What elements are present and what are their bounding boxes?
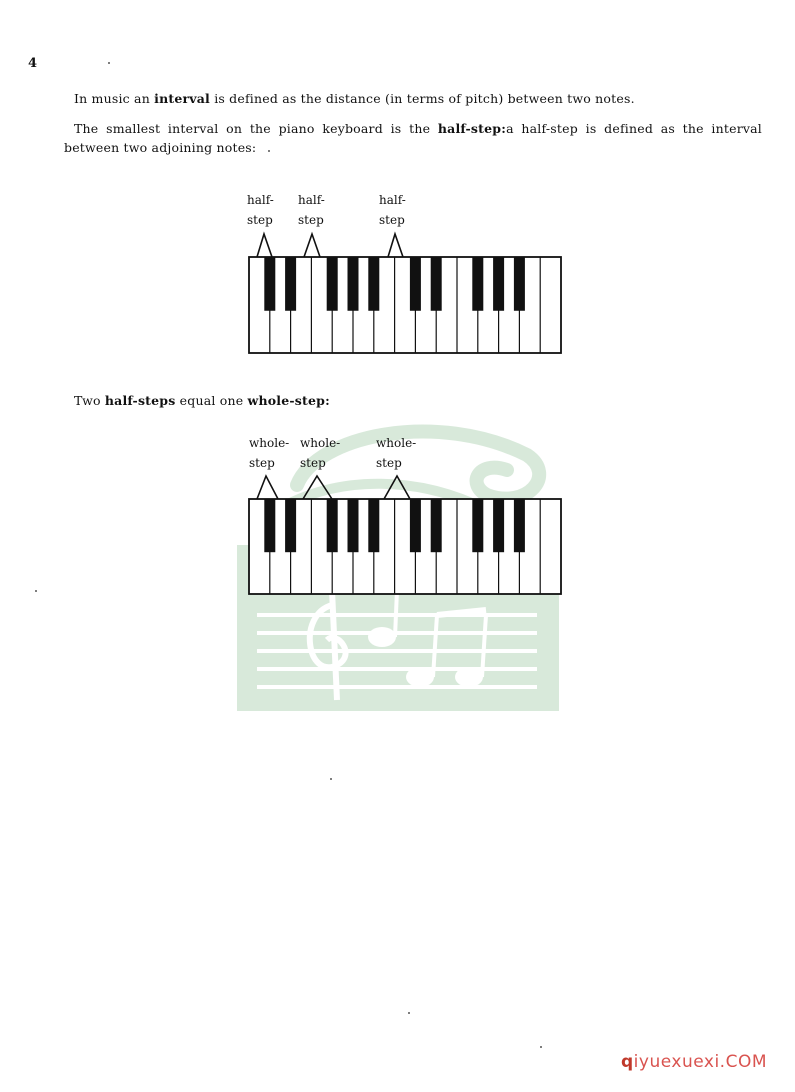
keyboard-drawing — [246, 190, 564, 358]
site-watermark-prefix: q — [621, 1052, 634, 1072]
black-key — [410, 499, 421, 552]
text: The smallest interval on the piano keyboard is the — [74, 121, 438, 136]
black-key — [493, 499, 504, 552]
label-line: half- — [247, 193, 274, 207]
black-key — [368, 499, 379, 552]
caret-marker — [304, 234, 320, 257]
term-half-step: half-step: — [437, 121, 507, 136]
black-key — [431, 257, 442, 311]
page-number: 4 — [28, 56, 38, 71]
caret-marker — [303, 476, 332, 499]
text: a half-step is defined as the interval — [506, 121, 762, 136]
black-key — [285, 499, 296, 552]
caret-marker — [384, 476, 410, 499]
scan-speck — [268, 150, 270, 152]
black-key — [285, 257, 296, 311]
label-line: step — [298, 213, 324, 227]
label-line: step — [376, 456, 402, 470]
scan-speck — [330, 778, 332, 780]
black-key — [472, 257, 483, 311]
site-watermark-rest: iyuexuexi.COM — [633, 1052, 767, 1072]
black-key — [493, 257, 504, 311]
text: equal one — [175, 393, 248, 408]
paragraph-half-step-definition — [64, 119, 762, 157]
black-key — [264, 499, 275, 552]
paragraph-line-2: between two adjoining notes: — [64, 140, 257, 155]
black-key — [327, 499, 338, 552]
piano-keys — [249, 257, 561, 353]
black-key — [327, 257, 338, 311]
caret-marker — [257, 234, 272, 257]
scan-speck — [35, 590, 37, 592]
black-key — [472, 499, 483, 552]
black-key — [348, 257, 359, 311]
label-line: whole- — [300, 436, 341, 450]
label-line: step — [247, 213, 273, 227]
paragraph-whole-step — [74, 391, 474, 410]
label-line: whole- — [376, 436, 417, 450]
site-watermark-text — [621, 1052, 767, 1072]
black-key — [368, 257, 379, 311]
black-key — [348, 499, 359, 552]
term-half-steps: half-steps — [104, 393, 176, 408]
caret-marker — [388, 234, 403, 257]
scan-speck — [408, 1012, 410, 1014]
piano-keys — [249, 499, 561, 594]
text: Two — [74, 393, 105, 408]
label-line: half- — [379, 193, 406, 207]
text: In music an — [74, 91, 155, 106]
label-line: step — [249, 456, 275, 470]
black-key — [410, 257, 421, 311]
paragraph-line-1 — [64, 119, 762, 138]
term-interval: interval — [154, 91, 211, 106]
caret-marker — [257, 476, 278, 499]
keyboard-whole-steps-figure — [246, 433, 564, 598]
keyboard-half-steps-figure — [246, 190, 564, 358]
paragraph-interval-definition — [74, 89, 754, 108]
term-whole-step: whole-step: — [247, 393, 330, 408]
black-key — [431, 499, 442, 552]
keyboard-drawing — [246, 433, 564, 598]
black-key — [264, 257, 275, 311]
label-line: whole- — [249, 436, 290, 450]
scan-speck — [540, 1046, 542, 1048]
label-line: step — [379, 213, 405, 227]
label-line: half- — [298, 193, 325, 207]
scan-speck — [108, 62, 110, 64]
text: is defined as the distance (in terms of pitch) between two notes. — [210, 91, 635, 106]
black-key — [514, 499, 525, 552]
label-line: step — [300, 456, 326, 470]
black-key — [514, 257, 525, 311]
